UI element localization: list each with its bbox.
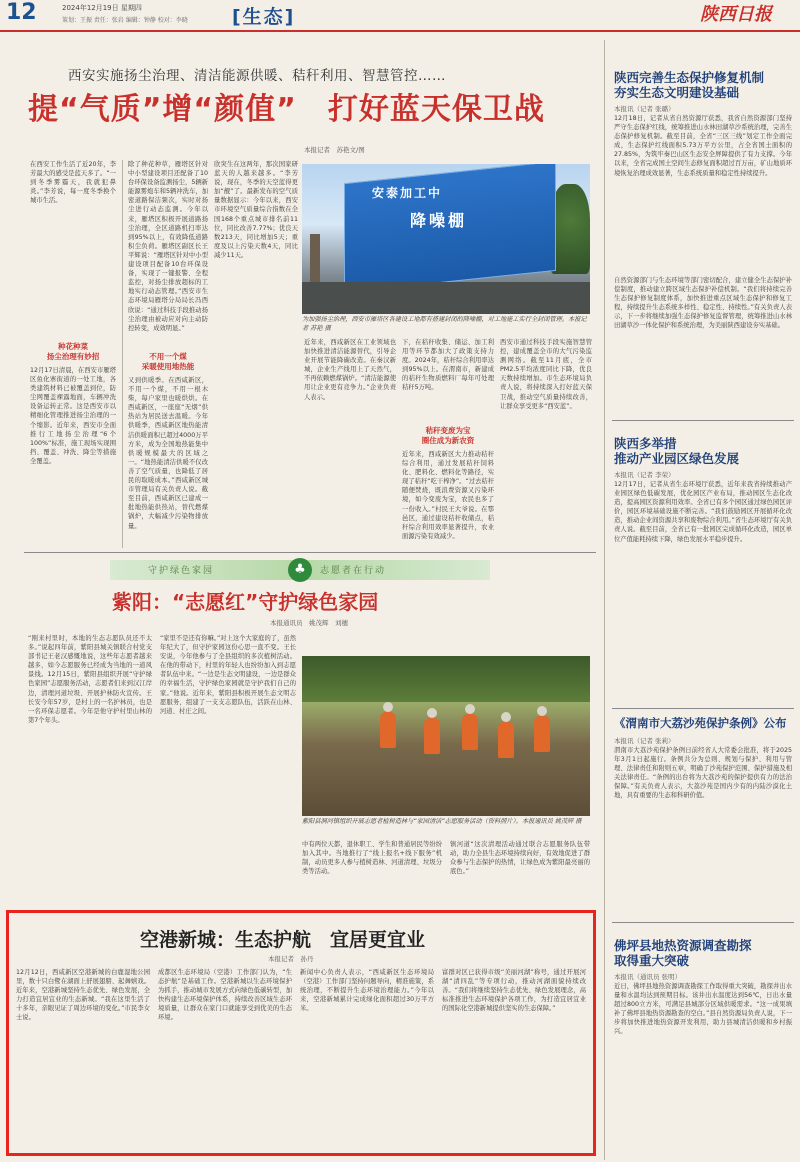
right-rule <box>612 420 794 421</box>
editor-credits: 策划：王振 责任：张岩 编辑：钟静 校对：李晓 <box>62 17 188 24</box>
story2-headline: 紫阳：“志愿红”守护绿色家园 <box>112 590 379 614</box>
lead-col1-bottom: 12月17日清晨，在西安市雁塔区鱼化寨街道的一处工地，各类建筑材料已被覆盖到位，防尘网覆盖裸露地面，车辆冲洗设备运转正常。这是西安市以精细化管理推进扬尘治理的一个缩影。近年来，西安市全面推行工地扬尘治理“6个100%”标准，施工现场实现围挡、覆盖、冲洗、降尘等措施全覆盖。 <box>30 367 116 465</box>
story3-col2: 成都区生态环境局（空港）工作部门认为，“生态护航”是基础工作。空港新城以生态环境保护为抓手，推动城市发展方式向绿色低碳转型，加快构建生态环境保护体系，持续改善区域生态环境质量，让群众在家门口就能享受到优美的生态环境。 <box>158 969 292 1022</box>
lead-col1-top: 在西安工作生活了近20年，李芳最大的感受是蓝天多了。“一到冬季雾霾天，我就犯鼻炎。”李芳说，每一度冬季换个城市生活。 <box>30 161 116 205</box>
leaf-icon: ♣ <box>288 558 312 582</box>
right-story3-body: 渭南市大荔沙苑保护条例日前经省人大常委会批准，将于2025年3月1日起施行。条例共分为总则、规划与保护、利用与管理、法律责任和附则五章，明确了沙苑保护范围、保护措施及相关法律责任。“条例的出台将为大荔沙苑的保护提供有力的法治保障。”有关负责人表示，大荔沙苑是国内少有的内陆沙漠化土地，具有重要的生态和科研价值。 <box>614 747 792 800</box>
lead-col4: 下，在秸秆收集、储运、加工利用等环节都加大了政策支持力度。2024年，秸秆综合利用率达到95%以上。在渭南市，新建成的秸秆生物质燃料厂每年可处理秸秆5万吨。 <box>402 339 494 392</box>
story2-byline: 本报通讯员 姚茂辉 刘穗 <box>270 619 348 627</box>
right-story1-byline: 本报讯（记者 张璐） <box>614 105 675 113</box>
page-number: 12 <box>6 0 37 25</box>
banner-right-text: 志愿者在行动 <box>320 566 387 576</box>
right-story2-headline: 陕西多举措 推动产业园区绿色发展 <box>614 436 740 466</box>
column-divider <box>122 160 123 548</box>
lead-col2: 除了种花种草，雁塔区针对中小型建设项目还配备了10台环保设备监测扬尘，5辆新能源雾炮车和5辆冲洗车，加密道路保洁频次，实时对扬尘进行动态监测。今年以来，雁塔区积极开展道路扬尘治理，全区道路机扫率达到95%以上，有效降低道路积尘负荷。雁塔区副区长王平辉说：“雁塔区针对中小型建设项目配备10台环保设备，实现了一键报警、全程监控，对扬尘排放超标的工地实行动态管理。”西安市生态环境局雁塔分局局长冯西欣说：“通过科技手段推动扬尘治理由被动应对向主动防控转变，成效明显。” <box>128 161 208 332</box>
banner-left-text: 守护绿色家园 <box>148 566 215 576</box>
right-story2-body: 12月17日，记者从省生态环境厅获悉，近年来我省持续推动产业园区绿色低碳发展，优化园区产业布局，推动园区生态化改造，提高园区资源利用效率。全省已有多个园区通过绿色园区评价，园区环境基础设施不断完善。“我们鼓励园区开展循环化改造，推动企业间资源共享和废物综合利用。”省生态环境厅有关负责人说。截至目前，全省已有一批园区完成循环化改造，园区单位产值能耗持续下降，绿色发展水平稳步提升。 <box>614 481 792 543</box>
right-story3-byline: 本报讯（记者 张莉） <box>614 737 675 745</box>
right-story1-headline: 陕西完善生态保护修复机制 夯实生态文明建设基础 <box>614 70 765 100</box>
story2-photo <box>302 656 590 816</box>
story2-col1: “刚来村里时，本地的生态志愿队员还不太多。”说起四年前，紫阳县城关镇联合村党支部书记王老汉感慨地说，这些年志愿者越来越多，如今志愿服务已经成为当地的一道风景线。12月15日，紫阳县组织开展“守护绿色家园”志愿服务活动，志愿者们来到汉江岸边，清理河道垃圾、开展护林防火宣传。王长安今年57岁，是村上的一名护林员，也是一名环保志愿者。今年是他守护村里山林的第7个年头。 <box>28 635 152 724</box>
newspaper-logo: 陕西日报 <box>700 4 772 25</box>
story3-byline: 本报记者 孙丹 <box>268 955 314 963</box>
volunteer-figure <box>534 716 550 752</box>
right-story1-body2: 自然资源部门与生态环境等部门密切配合，建立健全生态保护补偿制度，推动建立跨区域生态保护补偿机制。“我们将持续完善生态保护修复制度体系，加快推进重点区域生态保护和修复工程，持续提升生态系统多样性、稳定性、持续性。”有关负责人表示，下一步将继续加强生态保护修复监督管理，统筹推进山水林田湖草沙一体化保护和系统治理，为美丽陕西建设夯实基础。 <box>614 277 792 330</box>
volunteer-head <box>501 712 511 722</box>
volunteer-head <box>427 708 437 718</box>
right-story3-headline: 《渭南市大荔沙苑保护条例》公布 <box>614 716 787 730</box>
story3-col3: 新闻中心负责人表示，“西咸新区生态环境局（空港）工作部门坚持问题导向，精准施策，系统治理，不断提升生态环境治理能力。”今年以来，空港新城累计完成绿化面积超过30万平方米。 <box>300 969 434 1013</box>
right-rule <box>612 922 794 923</box>
lead-col3: 近年来，西咸新区在工业领域也加快推进清洁能源替代，引导企业开展节能降碳改造。在秦汉新城，企业生产线用上了天然气，不再依赖燃煤锅炉。“清洁能源使用让企业更有竞争力。”企业负责人表示。 <box>304 339 396 401</box>
issue-date: 2024年12月19日 星期四 <box>62 4 142 12</box>
story2-col3: 中有两位天都，退休职工、学生和普通居民等纷纷加入其中。当地推行了“线上报名+线下服务”机制，动员更多人参与植树造林、河道清理、垃圾分类等活动。 <box>302 841 442 876</box>
lead-photo <box>302 164 590 314</box>
story2-col4: 镇河道“这次清理活动通过联合志愿服务队伍带动，助力全县生态环境持续向好，有效地促进了群众参与生态保护的热情，让绿色成为紫阳最亮丽的底色。” <box>450 841 590 876</box>
volunteer-figure <box>380 712 396 748</box>
volunteer-head <box>537 706 547 716</box>
lead-subhead-2: 不用一个煤 采暖使用地热能 <box>141 352 195 371</box>
story2-photo-caption: 紫阳县洞河镇组织开展志愿者植树造林与“家园清洁”志愿服务活动（资料照片）。本报通讯员 姚茂辉 摄 <box>302 818 582 825</box>
right-story1-body: 12月18日，记者从省自然资源厅获悉，我省自然资源部门坚持严守生态保护红线，统筹推进山水林田湖草沙系统治理，完善生态保护修复机制。截至目前，全省“三区三线”划定工作全面完成，生态保护红线面积5.73万平方公里，占全省国土面积的27.85%，为筑牢秦巴山区生态安全屏障提供了有力支撑。今年以来，全省完成国土空间生态修复面积超过百万亩，矿山地质环境恢复治理成效显著，生态系统质量和稳定性持续提升。 <box>614 115 792 177</box>
story3-headline: 空港新城：生态护航 宜居更宜业 <box>140 929 426 951</box>
lead-col2b: 又到供暖季。在西咸新区，不用一个煤，不用一根木柴，每户家里也暖烘烘。在西咸新区，一座座“无烟”供热站为居民送去温暖。今年供暖季，西咸新区地热能清洁供暖面积已超过4000万平方米，成为全国地热能集中供暖规模最大的区域之一。“地热能清洁供暖不仅改善了空气质量，也降低了居民的取暖成本。”西咸新区城市管理局有关负责人说。截至目前，西咸新区已建成一批地热能供热站，替代燃煤锅炉，大幅减少污染物排放量。 <box>128 377 208 530</box>
volunteer-head <box>383 702 393 712</box>
section-rule <box>24 552 596 553</box>
section-name: [生态] <box>232 6 296 28</box>
lead-col4b: 西安市通过科技手段实施智慧管控，建成覆盖全市的大气污染监测网络。截至11月底，全市PM2.5平均浓度同比下降，优良天数持续增加。市生态环境局负责人说，将持续深入打好蓝天保卫战，推动空气质量持续改善，让群众享受更多“西安蓝”。 <box>500 339 592 410</box>
lead-subhead-3: 秸秆变废为宝 圈住成为新农资 <box>421 426 475 445</box>
photo-treeline <box>302 656 590 702</box>
right-column-divider <box>604 40 605 1160</box>
right-story4-byline: 本报讯（通讯员 张明） <box>614 973 682 981</box>
lead-kicker: 西安实施扬尘治理、清洁能源供暖、秸秆利用、智慧管控…… <box>68 68 446 84</box>
story3-col1: 12月12日，西咸新区空港新城的白鹿湿地公园里，数十只白鹭在湖面上舒展翅膀、起舞嬉戏。近年来，空港新城坚持生态优先、绿色发展，全力打造宜居宜业的生态新城。“我在这里生活了十多年，亲眼见证了周边环境的变化。”市民李女士说。 <box>16 969 150 1022</box>
lead-photo-caption: 为加强扬尘治理，西安市雁塔区各建设工地都有搭建封闭的降噪棚，对工地施工实行全封闭管理。本报记者 苏艳 摄 <box>302 316 587 332</box>
right-story4-headline: 佛坪县地热资源调查勘探 取得重大突破 <box>614 938 752 968</box>
lead-headline: 提“气质”增“颜值” 打好蓝天保卫战 <box>28 92 545 127</box>
right-story2-byline: 本报讯（记者 李荣） <box>614 471 675 479</box>
story3-col4: 富群对区已获得市级“美丽河湖”称号，通过开展河湖“清四乱”等专项行动，推动河湖面貌持续改善。“我们将继续坚持生态优先、绿色发展理念，高标准推进生态环境保护各项工作，为打造宜居宜业的国际化空港新城提供坚实的生态保障。” <box>442 969 586 1013</box>
photo-sign-text-2: 降噪棚 <box>410 211 468 230</box>
volunteer-figure <box>424 718 440 754</box>
story2-col2: “家里不是还有你嘛。”对上这个大家庭的了，虽然年纪大了，但守护家园这份心思一直不变。王长安说，今年他参与了全县组织的多次植树活动。在他的带动下，村里的年轻人也纷纷加入到志愿者队伍中来。“一边是生态文明建设，一边是群众的幸福生活，守护绿色家园就是守护我们自己的家。”他说。近年来，紫阳县积极开展生态文明志愿服务，组建了一支支志愿队伍，活跃在山林、河道、村庄之间。 <box>160 635 296 715</box>
right-rule <box>612 708 794 709</box>
volunteer-figure <box>462 714 478 750</box>
photo-tree <box>550 184 590 274</box>
lead-subhead-1: 种花种菜 扬尘治理有妙招 <box>46 342 100 361</box>
volunteer-head <box>465 704 475 714</box>
lead-col2c: 欣突生在这两年，那次国家研蓝天的人越来越多。“李芳说，现在，冬季的天空蓝得更加“靓”了。最新发布的空气质量数据显示：今年以来，西安市环境空气质量综合指数在全国168个重点城市排名前11位，同比改善7.77%；优良天数213天，同比增加5天；重度及以上污染天数4天，同比减少11天。 <box>214 161 298 259</box>
lead-byline: 本报记者 苏艳文/图 <box>304 146 365 154</box>
photo-sign-text-1: 安泰加工中 <box>372 186 443 200</box>
volunteer-figure <box>498 722 514 758</box>
right-story4-body: 近日，佛坪县地热资源调查勘探工作取得重大突破，勘探井出水量和水温均达到预期目标。该井出水温度达到56℃，日出水量超过800立方米，可满足县城部分区域供暖需求。“这一成果填补了佛坪县地热资源勘查的空白。”县自然资源局负责人说，下一步将加快推进地热资源开发利用，助力县城清洁供暖和乡村振兴。 <box>614 983 792 1036</box>
lead-col3b: 近年来，西咸新区大力推动秸秆综合利用，通过发展秸秆饲料化、肥料化、燃料化等路径，实现了秸秆“吃干榨净”。“过去秸秆随便焚烧，既浪费资源又污染环境，如今变废为宝，农民也多了一份收入。”村民王大爷说。在鄠邑区，通过建设秸秆收储点，秸秆综合利用效率显著提升，农业面源污染有效减少。 <box>402 451 494 540</box>
photo-ground <box>302 282 590 314</box>
